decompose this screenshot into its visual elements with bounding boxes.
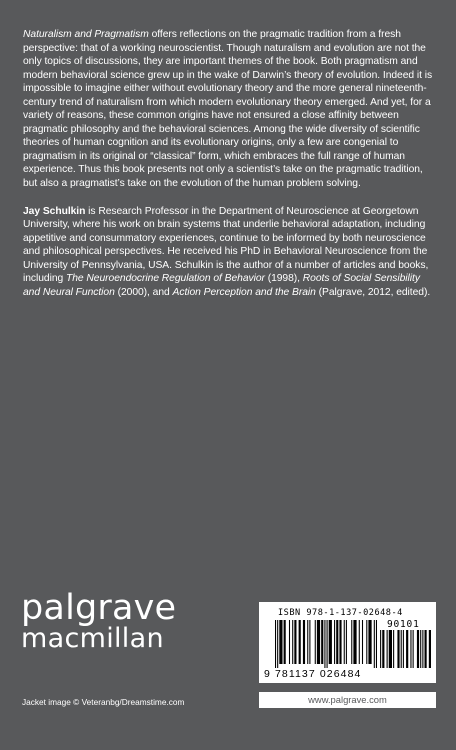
bio-book-3: Action Perception and the Brain xyxy=(172,286,316,298)
author-name: Jay Schulkin xyxy=(23,205,86,217)
barcode-bar xyxy=(410,630,411,668)
barcode-bar xyxy=(406,630,408,668)
barcode-bar xyxy=(425,630,427,668)
barcode-bar xyxy=(376,620,377,668)
barcode-bar xyxy=(368,620,371,664)
barcode-bar xyxy=(397,630,399,668)
barcode-bar xyxy=(327,620,328,668)
barcode-bar xyxy=(336,620,338,664)
publisher-logo xyxy=(21,588,177,654)
barcode-bar xyxy=(307,620,308,664)
barcode-bar xyxy=(417,630,419,668)
barcode-bar xyxy=(294,620,296,664)
barcode-bar xyxy=(422,630,423,668)
barcode-bar xyxy=(382,630,384,668)
barcode-bar xyxy=(321,620,323,664)
barcode-bar xyxy=(275,620,276,668)
barcode-bar xyxy=(420,630,421,668)
barcode-bar xyxy=(329,620,332,664)
bio-text-4: (Palgrave, 2012, edited). xyxy=(315,286,431,298)
barcode-bar xyxy=(277,620,278,668)
barcode-bar xyxy=(346,620,347,664)
barcode-panel xyxy=(259,602,436,683)
isbn-label: ISBN 978-1-137-02648-4 xyxy=(278,608,403,618)
bio-book-1: The Neuroendocrine Regulation of Behavior xyxy=(66,273,265,285)
bio-text-2: (1998), xyxy=(264,273,303,285)
author-bio xyxy=(23,205,435,300)
barcode-bar xyxy=(380,630,381,668)
barcode-bar xyxy=(403,630,404,668)
barcode-bar xyxy=(401,630,402,668)
barcode-bar xyxy=(353,620,356,664)
barcode-bar xyxy=(351,620,352,664)
ean-barcode xyxy=(275,620,377,668)
jacket-image-credit: Jacket image © Veteranbg/Dreamstime.com xyxy=(22,697,185,707)
barcode-bar xyxy=(387,630,388,668)
book-title: Naturalism and Pragmatism xyxy=(23,29,149,40)
barcode-bar xyxy=(389,630,392,668)
barcode-bar xyxy=(292,620,293,664)
barcode-bar xyxy=(374,620,375,668)
barcode-bar xyxy=(429,630,431,668)
barcode-bar xyxy=(366,620,367,664)
barcode-bar xyxy=(317,620,320,664)
barcode-bar xyxy=(315,620,316,664)
publisher-logo-line-1: palgrave xyxy=(21,588,177,628)
book-description xyxy=(23,28,435,191)
publisher-logo-line-2: macmillan xyxy=(21,623,164,654)
addon-digits: 90101 xyxy=(387,619,420,630)
addon-barcode xyxy=(379,630,431,668)
bio-text-1: is Research Professor in the Department of Neuroscience at Georgetown University, where his work on brain systems that underlie behavioral adaptation, including appetitive and consummatory experiences, continue to be informed by both neuroscience and philosophical perspectives. He received his PhD in Behavioral Neuroscience from the University of Pennsylvania, USA. Schulkin is the author of a number of articles and books, including xyxy=(23,205,429,285)
barcode-bar xyxy=(413,630,414,668)
barcode-bar xyxy=(359,620,360,664)
publisher-website: www.palgrave.com xyxy=(259,692,436,708)
description-text: offers reflections on the pragmatic tradition from a fresh perspective: that of a working neuroscientist. Though naturalism and evolution are not the only topics of discussions, they are important themes of the book. Both pragmatism and modern behavioral science grew up in the wake of Darwin’s theory of evolution. Indeed it is impossible to imagine either without evolutionary theory and the more general nineteenth-century trend of naturalism from which modern evolutionary theory emerged. And yet, for a variety of reasons, these common origins have not ensured a close affinity between pragmatic philosophy and the behavioral sciences. Among the wide diversity of scientific theories of human cognition and its evolutionary origins, only a few are congenial to pragmatism in its original or “classical” form, which embraces the full range of human experience. Thus this book presents not only a scientist’s take on the pragmatic tradition, but also a pragmatist’s take on the evolution of the human problem solving. xyxy=(23,29,433,190)
bio-book-2: Roots of Social Sensibility and Neural Function xyxy=(23,273,420,298)
cover-text xyxy=(23,28,435,299)
barcode-digits: 9 781137 026484 xyxy=(264,668,362,680)
bio-text-3: (2000), and xyxy=(114,286,173,298)
barcode-bar xyxy=(324,620,325,668)
barcode-bar xyxy=(299,620,301,664)
barcode-bar xyxy=(362,620,363,664)
barcode-bar xyxy=(334,620,335,664)
barcode-bar xyxy=(344,620,345,664)
barcode-bar xyxy=(393,630,394,668)
barcode-bar xyxy=(279,620,282,664)
barcode-bar xyxy=(309,620,310,664)
barcode-bar xyxy=(339,620,341,664)
barcode-bar xyxy=(284,620,286,664)
barcode-bar xyxy=(303,620,305,664)
barcode-bar xyxy=(289,620,290,664)
